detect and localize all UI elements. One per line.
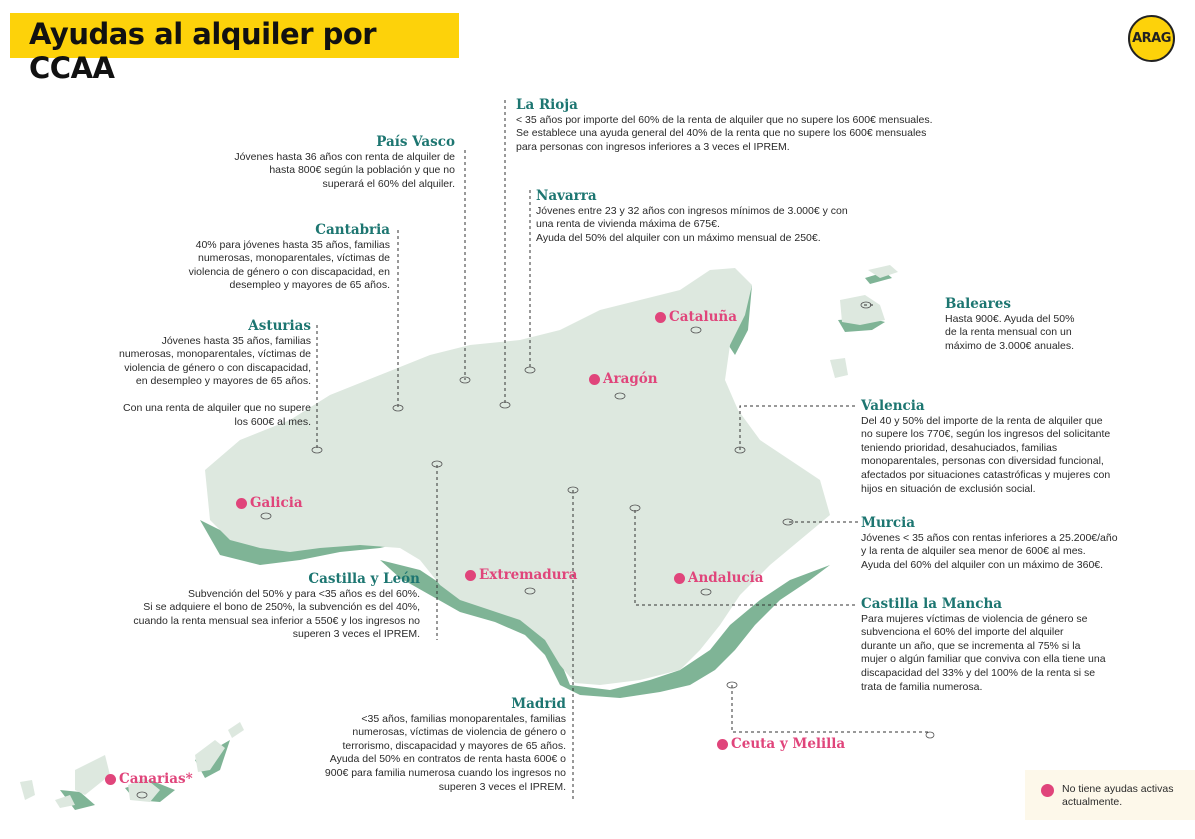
region-text: Hasta 900€. Ayuda del 50%: [945, 312, 1075, 325]
region-text: superen 3 veces el IPREM.: [292, 628, 420, 641]
region-text: en desempleo y mayores de 65 años.: [135, 375, 311, 388]
no-aid-label-extremadura: [465, 567, 577, 583]
region-title: Castilla la Mancha: [861, 596, 1003, 612]
region-text: trata de familia numerosa.: [861, 680, 983, 693]
region-baleares: [945, 298, 1115, 353]
region-name: Andalucía: [688, 570, 764, 586]
region-text: numerosas, monoparentales, víctimas de: [118, 348, 311, 361]
region-text: numerosas, víctimas de violencia de género o: [352, 726, 566, 739]
legend: [1025, 770, 1195, 820]
no-aid-dot-icon: [236, 498, 247, 509]
no-aid-label-galicia: [236, 495, 303, 511]
region-text: de la renta mensual con un: [945, 326, 1072, 339]
region-text: Para mujeres víctimas de violencia de género se: [861, 612, 1088, 625]
region-text: violencia de género o con discapacidad, en: [188, 265, 390, 278]
region-title: Valencia: [861, 398, 925, 414]
region-text: Si se adquiere el bono de 250%, la subvención es del 40%,: [143, 601, 420, 614]
region-text: mujer o algún familiar que conviva con ella tiene una: [861, 653, 1106, 666]
region-text: desempleo y mayores de 65 años.: [229, 279, 390, 292]
region-text: Ayuda del 50% del alquiler con un máximo mensual de 250€.: [536, 231, 821, 244]
no-aid-dot-icon: [465, 570, 476, 581]
no-aid-dot-icon: [1041, 784, 1054, 797]
region-title: Cantabria: [315, 222, 390, 238]
region-valencia: [861, 400, 1151, 496]
region-text: y la renta de alquiler sea menor de 600€ al mes.: [861, 545, 1086, 558]
no-aid-dot-icon: [105, 774, 116, 785]
region-text: afectados por situaciones catastróficas y mujeres con: [861, 468, 1111, 481]
legend-label: No tiene ayudas activas actualmente.: [1062, 783, 1174, 808]
region-text: superará el 60% del alquiler.: [322, 177, 455, 190]
region-text: durante un año, que se incrementa al 75% si la: [861, 639, 1081, 652]
region-title: Navarra: [536, 188, 597, 204]
region-text: numerosas, monoparentales, víctimas de: [197, 252, 390, 265]
region-pais-vasco: [205, 136, 455, 191]
region-title: Murcia: [861, 515, 915, 531]
region-title: País Vasco: [376, 134, 455, 150]
no-aid-dot-icon: [674, 573, 685, 584]
region-text: los 600€ al mes.: [234, 415, 311, 428]
region-text: no supere los 770€, según los ingresos del solicitante: [861, 428, 1111, 441]
region-castilla-la-mancha: [861, 598, 1161, 694]
page-title: Ayudas al alquiler por CCAA: [29, 17, 377, 85]
region-text: violencia de género o con discapacidad,: [124, 361, 311, 374]
region-text: Ayuda del 50% en contratos de renta hasta 600€ o: [329, 753, 566, 766]
region-text: Con una renta de alquiler que no supere: [123, 401, 311, 414]
region-text: cuando la renta mensual sea inferior a 550€ y los ingresos no: [133, 614, 420, 627]
region-name: Extremadura: [479, 567, 578, 583]
region-text: Se establece una ayuda general del 40% de la renta que no supere los 600€ mensuales: [516, 127, 927, 140]
region-text: Subvención del 50% y para <35 años es del 60%.: [187, 587, 420, 600]
region-text: 900€ para familia numerosa cuando los ingresos no: [324, 766, 566, 779]
region-text: una renta de vivienda máxima de 675€.: [536, 218, 720, 231]
region-name: Canarias*: [119, 771, 193, 787]
region-text: máximo de 3.000€ anuales.: [945, 339, 1074, 352]
region-text: superen 3 veces el IPREM.: [438, 780, 566, 793]
region-text: < 35 años por importe del 60% de la renta de alquiler que no supere los 600€ mensuales.: [516, 113, 933, 126]
region-text: <35 años, familias monoparentales, familias: [361, 712, 566, 725]
no-aid-dot-icon: [717, 739, 728, 750]
region-castilla-y-leon: [110, 573, 420, 642]
no-aid-label-cataluna: [655, 309, 737, 325]
region-murcia: [861, 517, 1161, 572]
region-text: teniendo prioridad, desahuciados, familias: [861, 441, 1058, 454]
no-aid-label-ceuta-melilla: [717, 736, 845, 752]
region-asturias: [90, 320, 311, 429]
region-navarra: [536, 190, 866, 245]
canarias-shape: [20, 722, 244, 808]
region-title: La Rioja: [516, 97, 578, 113]
region-text: subvenciona el 60% del importe del alquiler: [861, 626, 1064, 639]
region-text: monoparentales, personas con diversidad funcional,: [861, 455, 1104, 468]
no-aid-label-aragon: [589, 371, 658, 387]
region-name: Galicia: [250, 495, 303, 511]
region-text: para personas con ingresos inferiores a 3 veces el IPREM.: [516, 140, 790, 153]
region-text: Jóvenes hasta 36 años con renta de alquiler de: [234, 150, 455, 163]
region-name: Aragón: [603, 371, 658, 387]
region-text: discapacidad del 33% y del 100% de la renta si se: [861, 666, 1096, 679]
region-text: Jóvenes entre 23 y 32 años con ingresos mínimos de 3.000€ y con: [536, 204, 848, 217]
region-text: Ayuda del 60% del alquiler con un máximo de 360€.: [861, 558, 1104, 571]
arag-logo: [1128, 15, 1175, 62]
region-name: Cataluña: [669, 309, 737, 325]
region-cantabria: [160, 224, 390, 293]
region-text: terrorismo, discapacidad y mayores de 65 años.: [342, 739, 566, 752]
logo-text: ARAG: [1132, 31, 1171, 46]
region-text: Jóvenes < 35 años con rentas inferiores a 25.200€/año: [861, 531, 1118, 544]
region-text: 40% para jóvenes hasta 35 años, familias: [195, 238, 390, 251]
region-text: hasta 800€ según la población y que no: [269, 164, 455, 177]
region-title: Baleares: [945, 296, 1011, 312]
no-aid-dot-icon: [589, 374, 600, 385]
no-aid-label-andalucia: [674, 570, 764, 586]
region-la-rioja: [516, 99, 976, 154]
region-title: Asturias: [248, 318, 311, 334]
no-aid-label-canarias: [105, 771, 193, 787]
region-text: Jóvenes hasta 35 años, familias: [161, 334, 311, 347]
no-aid-dot-icon: [655, 312, 666, 323]
region-text: Del 40 y 50% del importe de la renta de alquiler que: [861, 414, 1103, 427]
region-title: Madrid: [511, 696, 566, 712]
title-bar: [10, 13, 459, 85]
region-title: Castilla y León: [308, 571, 420, 587]
region-madrid: [300, 698, 566, 794]
region-name: Ceuta y Melilla: [731, 736, 846, 752]
region-text: hijos en situación de exclusión social.: [861, 482, 1036, 495]
